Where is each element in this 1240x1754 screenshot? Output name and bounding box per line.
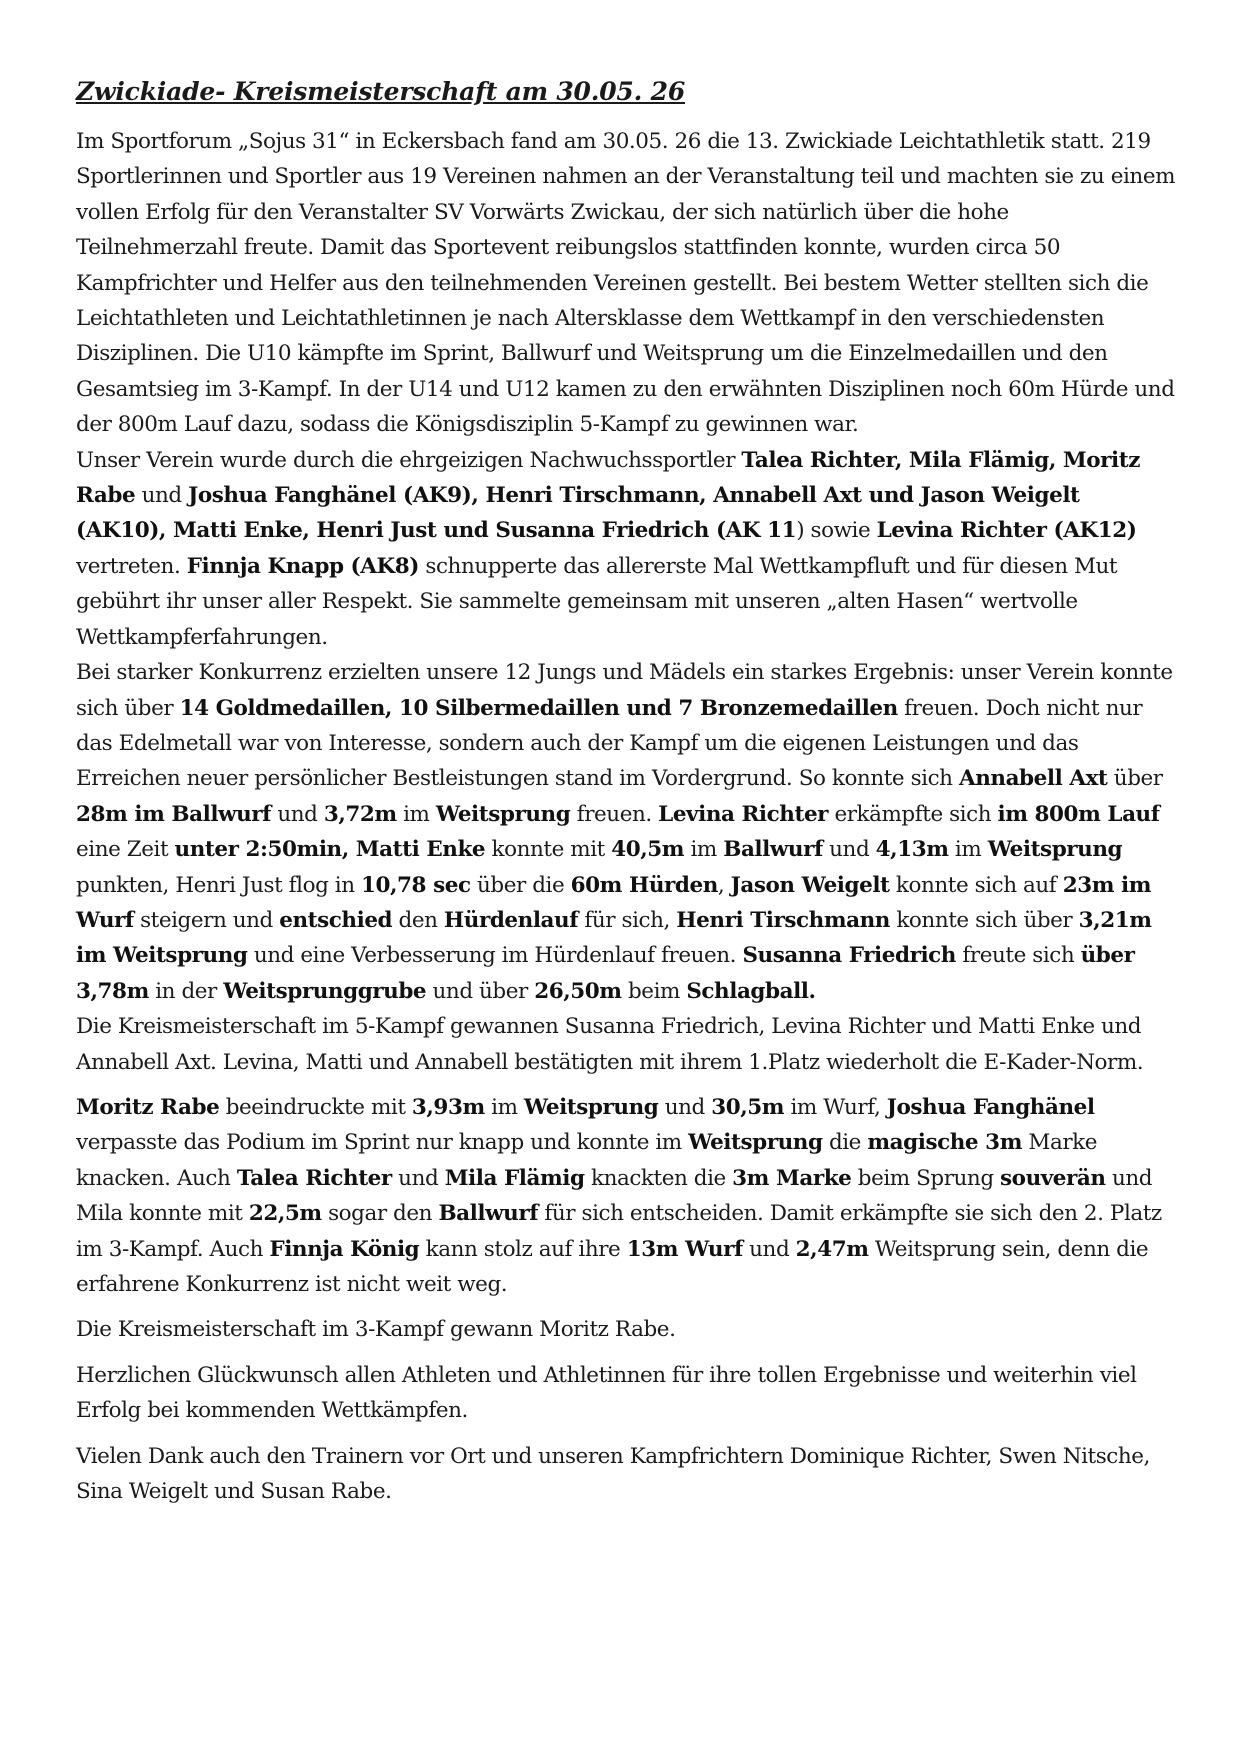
bold-text-run: souverän [1000,1165,1106,1191]
bold-text-run: Talea Richter, Mila Flämig, Moritz Rabe [76,447,1140,509]
bold-text-run: 26,50m [534,978,622,1004]
text-run: knackten die [584,1165,733,1191]
text-run: Die Kreismeisterschaft im 5-Kampf gewannen Susanna Friedrich, Levina Richter und Matti Enke und Annabell Axt. Levina, Matti und Annabell bestätigten mit ihrem 1.Platz wiederholt die E-Kader-Norm. [76,1014,1144,1075]
bold-text-run: Weitsprung [688,1130,823,1156]
text-run: und eine Verbesserung im Hürdenlauf freuen. [247,943,743,969]
text-run: und [270,801,324,827]
bold-text-run: Weitsprunggrube [223,978,427,1004]
paragraph-congratulations [76,1358,1176,1429]
bold-text-run: über 3,78m [76,943,1135,1004]
text-run: in der [148,978,224,1004]
text-run: Im Sportforum „Sojus 31“ in Eckersbach fand am 30.05. 26 die 13. Zwickiade Leichtathletik statt. 219 Sportlerinnen und Sportler aus 19 Vereinen nahmen an der Veranstaltung teil und machten sie zu einem vollen Erfolg für den Veranstalter SV Vorwärts Zwickau, der sich natürlich über die hohe Teilnehmerzahl freute. Damit das Sportevent reibungslos stattfinden konnte, wurden circa 50 Kampfrichter und Helfer aus den teilnehmenden Vereinen gestellt. Bei bestem Wetter stellten sich die Leichtathleten und Leichtathletinnen je nach Altersklasse dem Wettkampf in den verschiedensten Disziplinen. Die U10 kämpfte im Sprint, Ballwurf und Weitsprung um die Einzelmedaillen und den Gesamtsieg im 3-Kampf. In der U14 und U12 kamen zu den erwähnten Disziplinen noch 60m Hürde und der 800m Lauf dazu, sodass die Königsdisziplin 5-Kampf zu gewinnen war. [76,129,1176,438]
text-run: konnte sich über [889,907,1079,933]
paragraph-results [76,655,1176,1009]
text-run: über [1107,766,1163,792]
text-run: Weitsprung sein, denn die erfahrene Konkurrenz ist nicht weit weg. [76,1236,1149,1297]
bold-text-run: Schlagball. [686,978,816,1004]
text-run: für sich entscheiden. Damit erkämpfte sie sich den 2. Platz im 3-Kampf. Auch [76,1201,1162,1262]
bold-text-run: Joshua Fanghänel (AK9), Henri Tirschmann, Annabell Axt und Jason Weigelt (AK10), Matti Enke, Henri Just und Susanna Friedrich (AK 11 [76,483,1080,544]
text-run: über die [470,872,571,898]
bold-text-run: 13m Wurf [626,1236,743,1262]
text-run: konnte sich auf [889,872,1063,898]
text-run: ) sowie [796,518,877,544]
text-run: Marke knacken. Auch [76,1130,1097,1191]
bold-text-run: Weitsprung [987,837,1123,863]
bold-text-run: 3,93m [411,1094,485,1120]
bold-text-run: Ballwurf [723,837,823,863]
bold-text-run: Weitsprung [523,1094,659,1120]
bold-text-run: 23m im Wurf [76,872,1152,933]
text-run: schnupperte das allererste Mal Wettkampfluft und für diesen Mut gebührt ihr unser aller Respekt. Sie sammelte gemeinsam mit unseren „alten Hasen“ wertvolle Wettkampferfahrungen. [76,553,1118,650]
bold-text-run: 60m Hürden [570,872,718,898]
bold-text-run: magische 3m [867,1130,1022,1156]
text-run: Herzlichen Glückwunsch allen Athleten und Athletinnen für ihre tollen Ergebnisse und weiterhin viel Erfolg bei kommenden Wettkämpfen. [76,1362,1137,1424]
document-page [76,72,1176,1509]
text-run: beim [621,978,687,1004]
paragraph-five-kampf-winners [76,1009,1176,1080]
paragraph-intro [76,124,1176,443]
bold-text-run: im 800m Lauf [997,801,1160,827]
bold-text-run: Henri Tirschmann [676,907,890,933]
text-run: freuen. [570,801,659,827]
text-run: für sich, [578,907,677,933]
bold-text-run: Finnja König [269,1236,420,1262]
text-run: , [717,872,731,898]
text-run: erkämpfte sich [828,801,998,827]
bold-text-run: Ballwurf [438,1201,538,1227]
bold-text-run: Finnja Knapp (AK8) [186,553,419,579]
bold-text-run: 2,47m [795,1236,869,1262]
bold-text-run: 28m im Ballwurf [76,801,271,827]
bold-text-run: 22,5m [248,1201,322,1227]
text-run: den [392,907,444,933]
bold-text-run: Levina Richter [658,801,829,827]
text-run: verpasste das Podium im Sprint nur knapp und konnte im [76,1130,689,1156]
text-run: im Wurf, [784,1094,887,1120]
bold-text-run: Susanna Friedrich [742,943,956,969]
bold-text-run: 3,72m [323,801,397,827]
text-run: konnte mit [485,837,612,863]
bold-text-run: 14 Goldmedaillen, 10 Silbermedaillen und 7 Bronzemedaillen [179,695,898,721]
paragraph-younger-results [76,1090,1176,1302]
bold-text-run: Levina Richter (AK12) [876,518,1137,544]
bold-text-run: Mila Flämig [444,1165,585,1191]
bold-text-run: Jason Weigelt [730,872,890,898]
paragraph-participants [76,443,1176,655]
text-run: eine Zeit [76,837,175,863]
text-run: und [658,1094,712,1120]
text-run: die [822,1130,868,1156]
bold-text-run: 3,21m im Weitsprung [76,907,1152,969]
bold-text-run: 30,5m [711,1094,785,1120]
text-run: und [742,1236,796,1262]
text-run: Vielen Dank auch den Trainern vor Ort und unseren Kampfrichtern Dominique Richter, Swen Nitsche, Sina Weigelt und Susan Rabe. [76,1443,1150,1505]
bold-text-run: entschied [279,907,393,933]
text-run: und [822,837,876,863]
text-run: beeindruckte mit [219,1094,412,1120]
bold-text-run: Joshua Fanghänel [886,1094,1095,1120]
text-run: im [396,801,436,827]
text-run: Unser Verein wurde durch die ehrgeizigen Nachwuchssportler [76,447,742,473]
text-run: beim Sprung [851,1165,1001,1191]
text-run: punkten, Henri Just flog in [76,872,361,898]
bold-text-run: unter 2:50min, Matti Enke [174,837,486,863]
text-run: Die Kreismeisterschaft im 3-Kampf gewann Moritz Rabe. [76,1317,676,1343]
bold-text-run: Moritz Rabe [76,1094,220,1120]
text-run: kann stolz auf ihre [419,1236,627,1262]
text-run: steigern und [133,907,280,933]
bold-text-run: 3m Marke [732,1165,852,1191]
text-run: im [948,837,988,863]
text-run: und [135,483,189,509]
paragraph-thanks [76,1439,1176,1510]
bold-text-run: Hürdenlauf [443,907,579,933]
page-title: Zwickiade- Kreismeisterschaft am 30.05. 26 [76,77,686,106]
text-run: freuen. Doch nicht nur das Edelmetall war von Interesse, sondern auch der Kampf um die eigenen Leistungen und das Erreichen neuer persönlicher Bestleistungen stand im Vordergrund. So konnte sich [76,695,1143,792]
text-run: Bei starker Konkurrenz erzielten unsere 12 Jungs und Mädels ein starkes Ergebnis: unser Verein konnte sich über [76,660,1173,721]
bold-text-run: Annabell Axt [958,766,1108,792]
text-run: vertreten. [76,553,187,579]
text-run: im [684,837,724,863]
text-run: und Mila konnte mit [76,1165,1153,1227]
text-run: und [391,1165,445,1191]
bold-text-run: Weitsprung [435,801,571,827]
paragraph-three-kampf-winner [76,1312,1176,1347]
text-run: im [484,1094,524,1120]
bold-text-run: 10,78 sec [360,872,471,898]
text-run: sogar den [321,1201,439,1227]
text-run: freute sich [956,943,1081,969]
article-body [76,124,1176,1509]
bold-text-run: Talea Richter [236,1165,392,1191]
text-run: und über [426,978,535,1004]
bold-text-run: 4,13m [875,837,949,863]
bold-text-run: 40,5m [611,837,685,863]
